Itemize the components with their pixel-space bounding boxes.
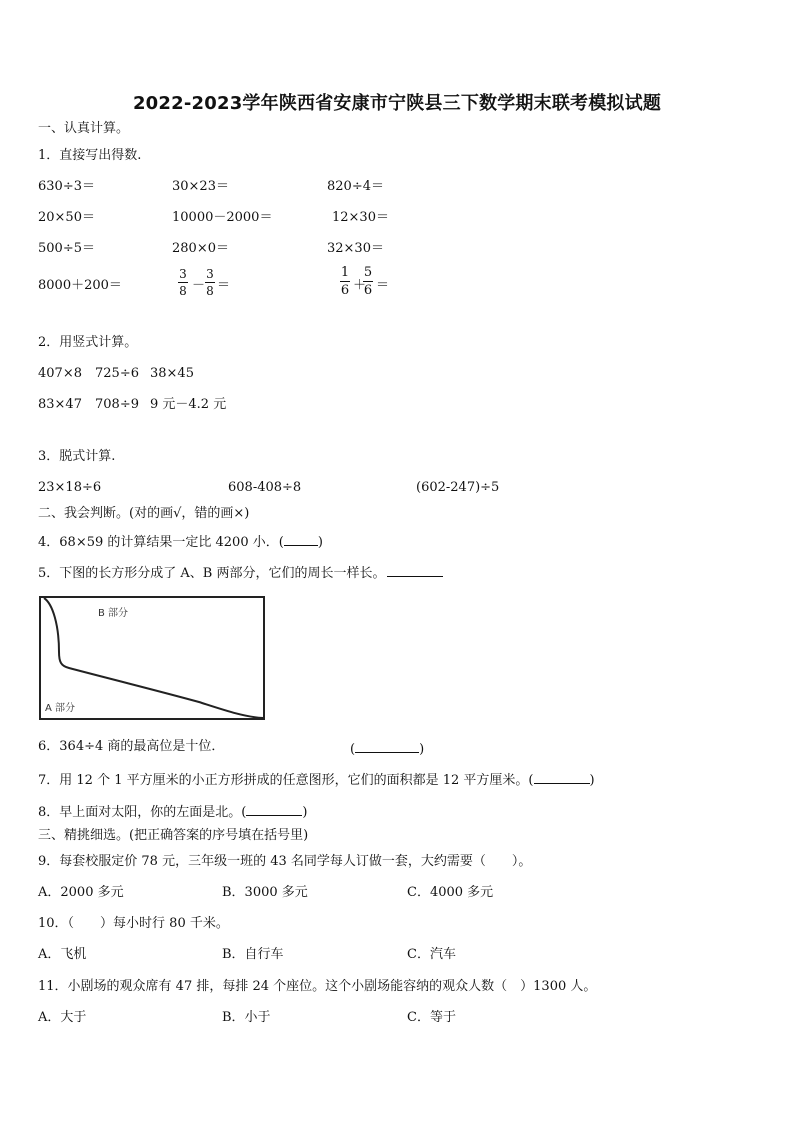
calc-item: 30×23＝ [172,179,229,194]
numerator: 1 [340,265,350,280]
page-title: 2022-2023学年陕西省安康市宁陕县三下数学期末联考模拟试题 [132,93,662,114]
equals: ＝ [217,278,231,293]
answer-blank[interactable] [387,564,443,577]
fraction [340,266,350,297]
option-b[interactable]: B．3000 多元 [222,885,308,900]
calc-item: (602-247)÷5 [416,480,500,495]
question-5 [38,564,443,580]
fraction [178,268,188,297]
question-10-text: 10．（ ）每小时行 80 千米。 [38,916,229,931]
section-heading-1: 一、认真计算。 [38,121,130,136]
denominator: 6 [340,283,350,298]
option-c[interactable]: C．等于 [407,1010,456,1025]
calc-item: 407×8 [38,366,82,381]
calc-item: 820÷4＝ [327,179,384,194]
calc-item: 83×47 [38,397,82,412]
question-7-text: 7．用 12 个 1 平方厘米的小正方形拼成的任意图形，它们的面积都是 12 平方厘米。( [38,773,534,788]
calc-item: 630÷3＝ [38,179,95,194]
numerator: 3 [179,267,187,281]
question-6-text: 6．364÷4 商的最高位是十位． [38,739,225,754]
option-a[interactable]: A．2000 多元 [38,885,124,900]
numerator: 5 [363,265,373,280]
section-heading-2: 二、我会判断。(对的画√，错的画×) [38,506,250,521]
question-3-label: 3．脱式计算. [38,449,116,464]
question-7-close: ) [589,773,595,788]
question-11-text: 11．小剧场的观众席有 47 排，每排 24 个座位。这个小剧场能容纳的观众人数（ ）1300 人。 [38,979,597,994]
question-1-label: 1．直接写出得数. [38,148,142,163]
fraction [205,268,215,297]
option-b[interactable]: B．自行车 [222,947,284,962]
question-4-text: 4．68×59 的计算结果一定比 4200 小．( [38,535,284,550]
question-8-close: ) [302,805,308,820]
calc-item: 8000＋200＝ [38,278,122,293]
calc-item: 38×45 [150,366,194,381]
numerator: 3 [206,267,214,281]
label-part-b: B 部分 [98,608,129,619]
calc-item: 280×0＝ [172,241,229,256]
paren-open: ( [350,742,356,757]
question-5-text: 5．下图的长方形分成了 A、B 两部分，它们的周长一样长。 [38,566,386,581]
rectangle-outline [40,597,264,719]
calc-item: 12×30＝ [332,210,389,225]
option-a[interactable]: A．大于 [38,1010,87,1025]
question-6-answer [350,740,424,756]
paren-close: ) [419,742,425,757]
calc-item: 32×30＝ [327,241,384,256]
fraction [363,266,373,297]
option-b[interactable]: B．小于 [222,1010,271,1025]
denominator: 6 [363,283,373,298]
question-2-label: 2．用竖式计算。 [38,335,138,350]
option-c[interactable]: C．汽车 [407,947,456,962]
calc-item: 608-408÷8 [228,480,302,495]
calc-item: 725÷6 [95,366,139,381]
answer-blank[interactable] [246,803,302,816]
question-7 [38,771,595,787]
answer-blank[interactable] [284,533,318,546]
answer-blank[interactable] [534,771,590,784]
operator: － [192,278,206,293]
denominator: 8 [206,284,214,298]
option-c[interactable]: C．4000 多元 [407,885,494,900]
calc-item: 500÷5＝ [38,241,95,256]
question-9-text: 9．每套校服定价 78 元，三年级一班的 43 名同学每人订做一套，大约需要（ ）。 [38,854,532,869]
question-4-close: ) [317,535,323,550]
calc-item: 20×50＝ [38,210,95,225]
calc-item: 23×18÷6 [38,480,102,495]
operator: ＋ [353,278,367,293]
section-heading-3: 三、精挑细选。(把正确答案的序号填在括号里) [38,828,309,843]
calc-item: 708÷9 [95,397,139,412]
label-part-a: A 部分 [45,703,76,714]
option-a[interactable]: A．飞机 [38,947,87,962]
question-8 [38,803,307,819]
answer-blank[interactable] [355,740,419,753]
question-4 [38,533,323,549]
question-8-text: 8．早上面对太阳，你的左面是北。( [38,805,247,820]
calc-item: 10000－2000＝ [172,210,273,225]
equals: ＝ [376,278,390,293]
calc-item: 9 元－4.2 元 [150,397,227,412]
denominator: 8 [179,284,187,298]
